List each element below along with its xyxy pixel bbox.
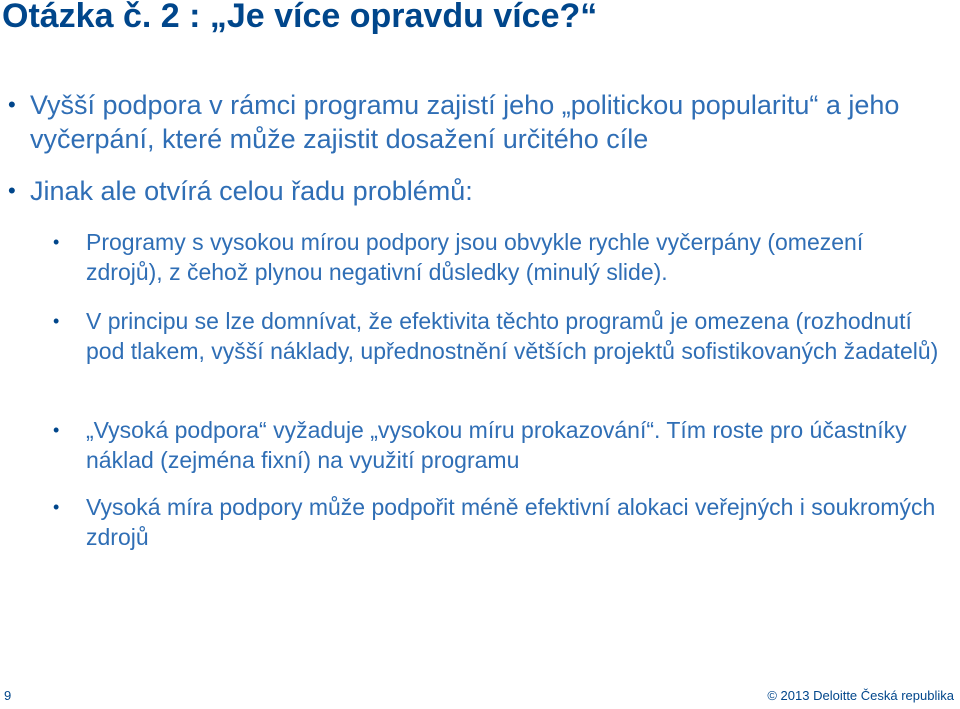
- bullet-dot-icon: •: [53, 232, 60, 252]
- bullet-item: [8, 88, 940, 156]
- subbullet-text: Programy s vysokou mírou podpory jsou obvykle rychle vyčerpány (omezení zdrojů), z čehož plynou negativní důsledky (minulý slide).: [86, 229, 864, 285]
- bullet-dot-icon: •: [53, 311, 60, 331]
- subbullet-item: [53, 227, 946, 287]
- subbullet-text: Vysoká míra podpory může podpořit méně efektivní alokaci veřejných i soukromých zdrojů: [86, 494, 936, 550]
- subbullet-text: „Vysoká podpora“ vyžaduje „vysokou míru prokazování“. Tím roste pro účastníky náklad (zejména fixní) na využití programu: [86, 417, 907, 473]
- subbullet-item: [53, 492, 946, 552]
- bullet-text: Jinak ale otvírá celou řadu problémů:: [30, 176, 473, 206]
- bullet-item: [8, 174, 940, 208]
- page-number: 9: [4, 688, 12, 703]
- bullet-dot-icon: •: [8, 178, 16, 203]
- subbullet-text: V principu se lze domnívat, že efektivita těchto programů je omezena (rozhodnutí pod tlakem, vyšší náklady, upřednostnění větších projektů sofistikovaných žadatelů): [86, 308, 939, 364]
- bullet-dot-icon: •: [53, 420, 60, 440]
- subbullet-item: [53, 306, 946, 366]
- bullet-dot-icon: •: [53, 497, 60, 517]
- bullet-text: Vyšší podpora v rámci programu zajistí jeho „politickou popularitu“ a jeho vyčerpání, které může zajistit dosažení určitého cíle: [30, 90, 900, 154]
- bullet-dot-icon: •: [8, 92, 16, 117]
- subbullet-item: [53, 415, 946, 475]
- copyright-text: © 2013 Deloitte Česká republika: [767, 688, 954, 703]
- slide-title: Otázka č. 2 : „Je více opravdu více?“: [2, 0, 598, 35]
